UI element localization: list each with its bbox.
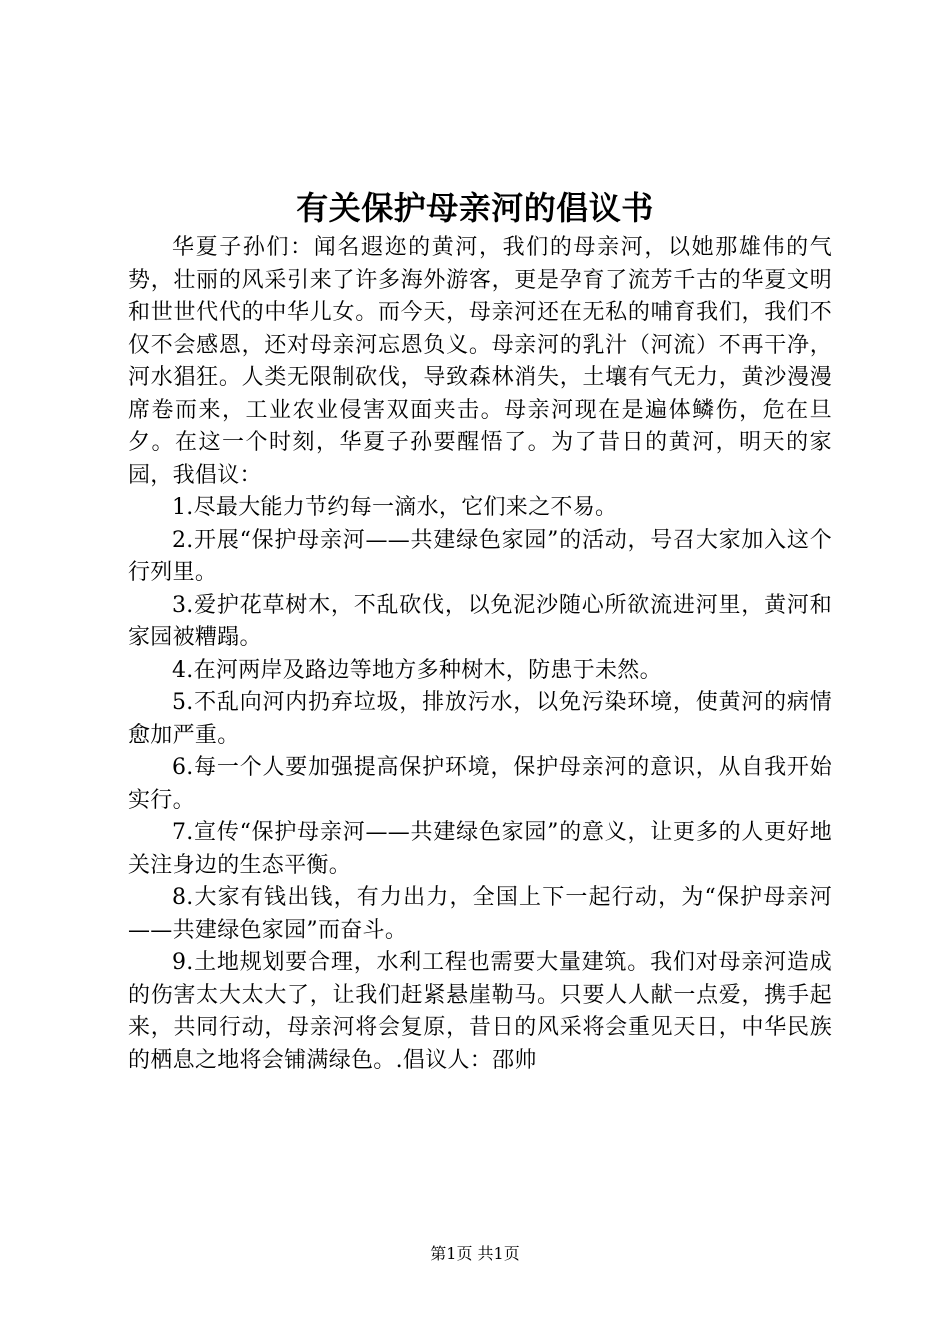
proposal-item-8: 8.大家有钱出钱，有力出力，全国上下一起行动，为“保护母亲河——共建绿色家园”而奋斗。 bbox=[128, 885, 832, 943]
proposal-item-2: 2.开展“保护母亲河——共建绿色家园”的活动，号召大家加入这个行列里。 bbox=[128, 527, 832, 585]
proposal-item-5: 5.不乱向河内扔弃垃圾，排放污水，以免污染环境，使黄河的病情愈加严重。 bbox=[128, 690, 832, 748]
proposal-item-7: 7.宣传“保护母亲河——共建绿色家园”的意义，让更多的人更好地关注身边的生态平衡。 bbox=[128, 820, 832, 878]
proposal-item-9: 9.土地规划要合理，水利工程也需要大量建筑。我们对母亲河造成的伤害太大太大了，让我们赶紧悬崖勒马。只要人人献一点爱，携手起来，共同行动，母亲河将会复原，昔日的风采将会重见天日，中华民族的栖息之地将会铺满绿色。.倡议人：邵帅 bbox=[128, 950, 832, 1073]
page-footer: 第1页 共1页 bbox=[430, 1244, 520, 1263]
proposal-item-1: 1.尽最大能力节约每一滴水，它们来之不易。 bbox=[172, 495, 618, 520]
proposal-item-4: 4.在河两岸及路边等地方多种树木，防患于未然。 bbox=[172, 657, 662, 683]
document-title: 有关保护母亲河的倡议书 bbox=[296, 189, 654, 227]
document-body bbox=[128, 232, 832, 1077]
intro-paragraph: 华夏子孙们：闻名遐迩的黄河，我们的母亲河，以她那雄伟的气势，壮丽的风采引来了许多海外游客，更是孕育了流芳千古的华夏文明和世世代代的中华儿女。而今天，母亲河还在无私的哺育我们，我们不仅不会感恩，还对母亲河忘恩负义。母亲河的乳汁（河流）不再干净，河水猖狂。人类无限制砍伐，导致森林消失，土壤有气无力，黄沙漫漫席卷而来，工业农业侵害双面夹击。母亲河现在是遍体鳞伤，危在旦夕。在这一个时刻，华夏子孙要醒悟了。为了昔日的黄河，明天的家园，我倡议： bbox=[128, 235, 832, 488]
proposal-item-3: 3.爱护花草树木，不乱砍伐，以免泥沙随心所欲流进河里，黄河和家园被糟蹋。 bbox=[128, 592, 832, 650]
proposal-item-6: 6.每一个人要加强提高保护环境，保护母亲河的意识，从自我开始实行。 bbox=[128, 755, 832, 813]
